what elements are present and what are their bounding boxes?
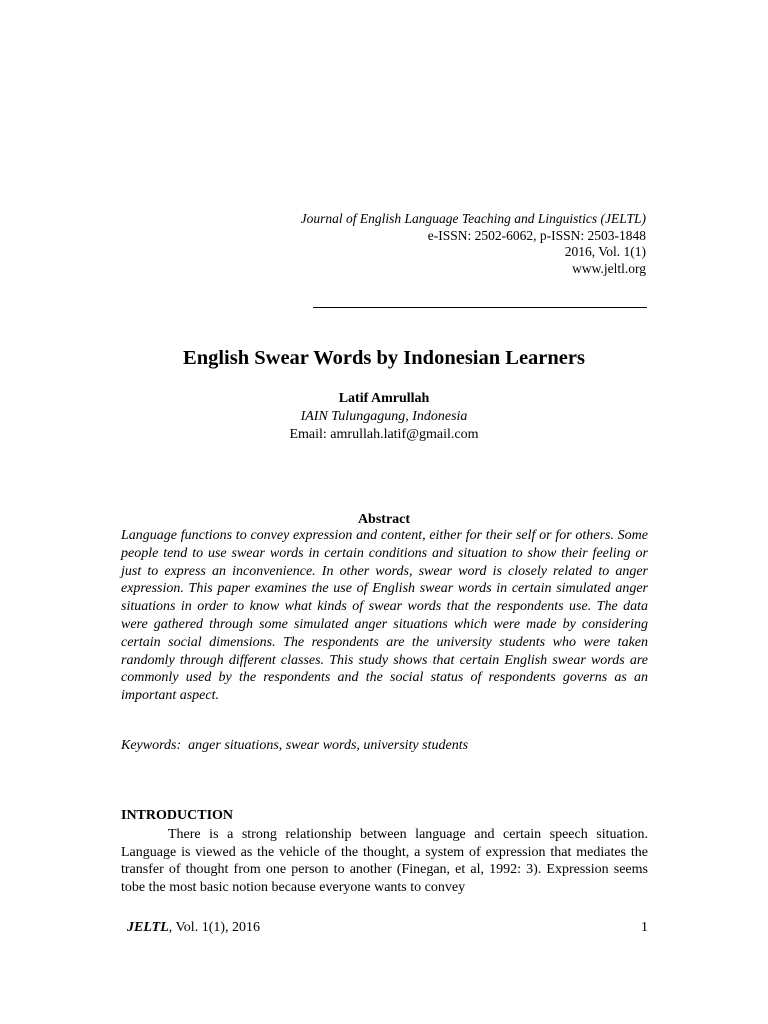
author-block [0,390,768,444]
header-divider [313,307,647,308]
footer-journal: JELTL [127,920,169,935]
author-affiliation: IAIN Tulungagung, Indonesia [300,409,468,424]
abstract-heading: Abstract [357,512,411,527]
volume-line: 2016, Vol. 1(1) [564,244,646,259]
author-name: Latif Amrullah [338,391,430,406]
issn-line: e-ISSN: 2502-6062, p-ISSN: 2503-1848 [427,227,646,243]
page-footer [127,920,648,936]
keywords-label: Keywords: [121,738,182,753]
introduction-heading: INTRODUCTION [121,808,234,823]
keywords-line [121,738,648,754]
website-link[interactable]: www.jeltl.org [572,260,646,276]
footer-citation [127,920,260,936]
footer-issue: , Vol. 1(1), 2016 [168,920,261,935]
keywords-text: anger situations, swear words, university students [188,738,469,753]
paper-title: English Swear Words by Indonesian Learners [183,347,585,369]
introduction-text: There is a strong relationship between language and certain speech situation. Language is viewed as the vehicle of the thought, a system of expression that mediates the transfer of thought from one person to another (Finegan, et al, 1992: 3). Expression seems tobe the most basic notion because everyone wants to convey [121,827,648,895]
abstract-text: Language functions to convey expression and content, either for their self or for others. Some people tend to use swear words in certain conditions and situation to show their feeling or just to express an inconvenience. In other words, swear word is closely related to anger expression. This paper examines the use of English swear words in certain simulated anger situations in order to know what kinds of swear words that the respondents use. The data were gathered through some simulated anger situations which were made by considering certain social dimensions. The respondents are the university students who were taken randomly through different classes. This study shows that certain English swear words are commonly used by the respondents and the social status of respondents governs as an important aspect. [121,528,648,704]
page-number: 1 [641,920,648,935]
author-email[interactable]: Email: amrullah.latif@gmail.com [289,427,479,442]
journal-name: Journal of English Language Teaching and Linguistics (JELTL) [300,211,646,226]
journal-header [301,211,646,277]
